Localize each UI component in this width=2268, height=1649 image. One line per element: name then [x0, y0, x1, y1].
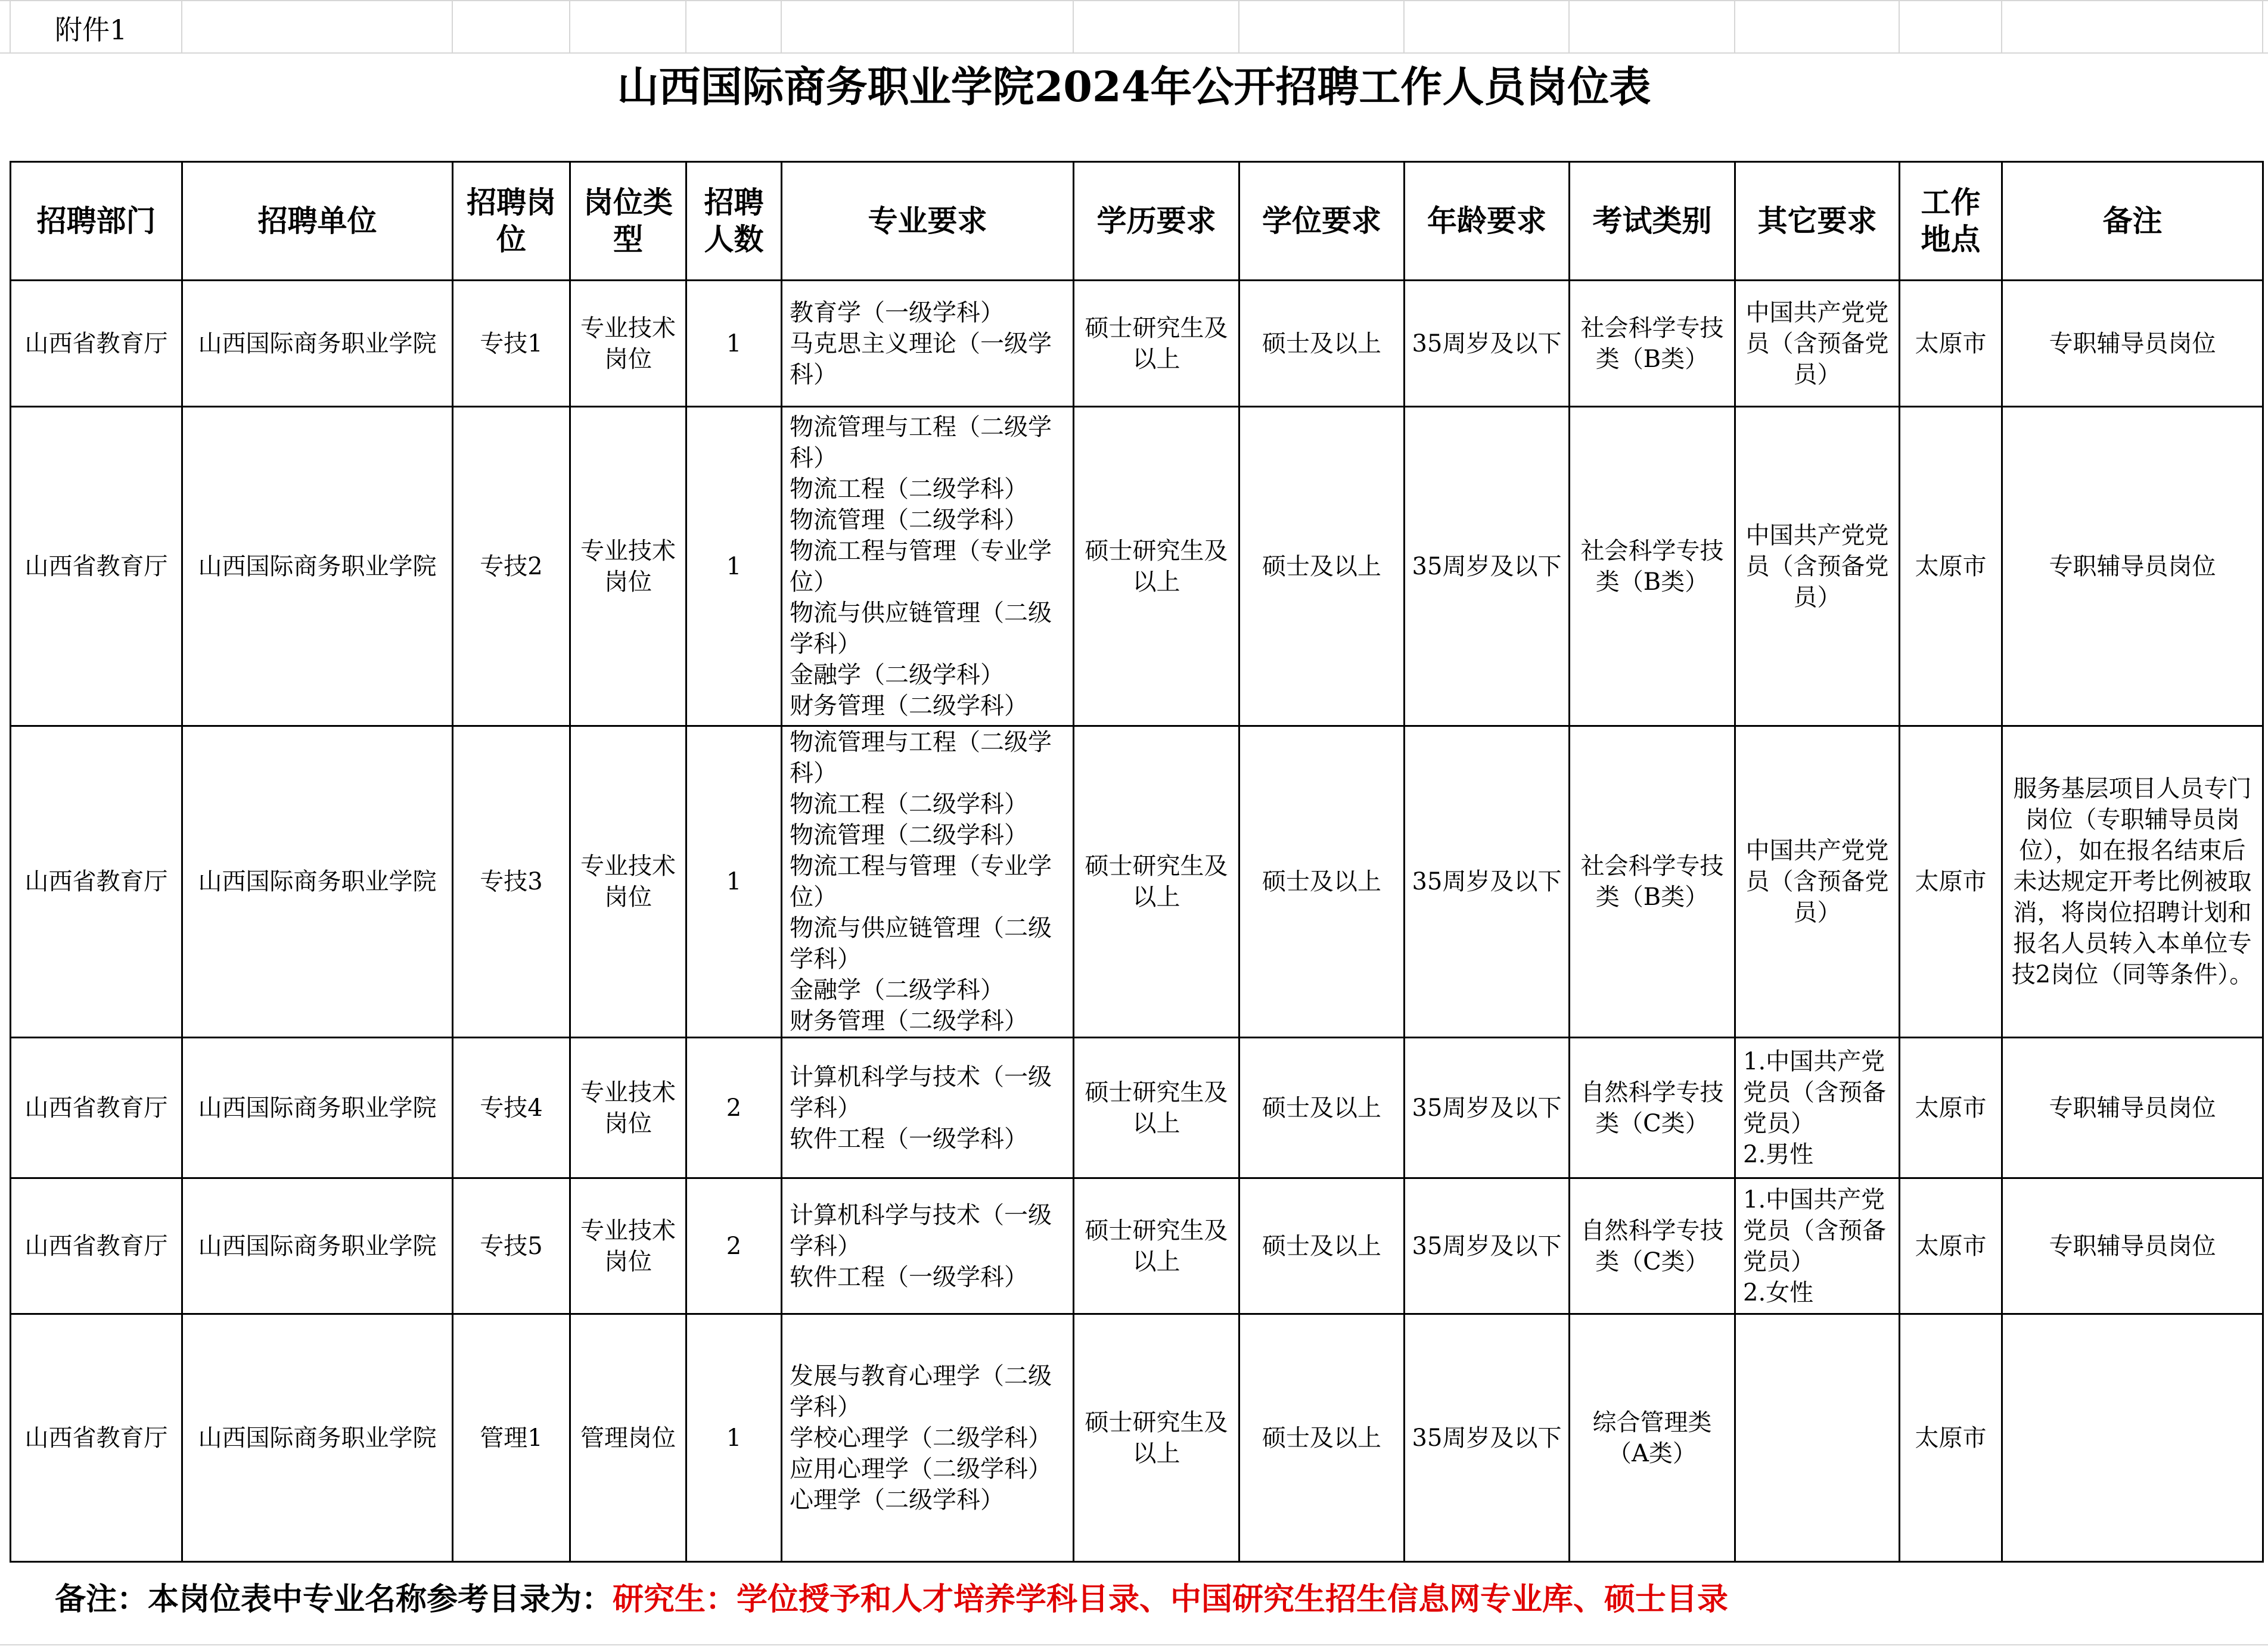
cell-count: 1: [686, 407, 782, 726]
cell-dept: 山西省教育厅: [11, 281, 182, 407]
cell-type: 专业技术岗位: [570, 726, 686, 1038]
cell-education: 硕士研究生及以上: [1074, 1178, 1239, 1314]
gridline: [452, 0, 453, 54]
header-post: 招聘岗位: [453, 162, 570, 281]
cell-unit: 山西国际商务职业学院: [182, 726, 453, 1038]
cell-degree: 硕士及以上: [1239, 1038, 1405, 1178]
cell-type: 专业技术岗位: [570, 407, 686, 726]
cell-major-line: 马克思主义理论（一级学科）: [790, 329, 1052, 388]
cell-other-line: 2.男性: [1743, 1140, 1814, 1168]
cell-degree: 硕士及以上: [1239, 281, 1405, 407]
cell-other: [1735, 726, 1900, 1038]
cell-exam: 社会科学专技类（B类）: [1570, 726, 1735, 1038]
cell-exam: 自然科学专技类（C类）: [1570, 1038, 1735, 1178]
header-dept: 招聘部门: [11, 162, 182, 281]
cell-major: [782, 1314, 1074, 1562]
cell-note: 专职辅导员岗位: [2002, 1038, 2263, 1178]
cell-type: 专业技术岗位: [570, 281, 686, 407]
cell-unit: 山西国际商务职业学院: [182, 407, 453, 726]
cell-major-line: 教育学（一级学科）: [790, 298, 1004, 326]
cell-type: 管理岗位: [570, 1314, 686, 1562]
table-body: [11, 281, 2263, 1562]
cell-education: 硕士研究生及以上: [1074, 1038, 1239, 1178]
gridline: [1403, 0, 1405, 54]
cell-post: 专技3: [453, 726, 570, 1038]
cell-exam: 自然科学专技类（C类）: [1570, 1178, 1735, 1314]
cell-major-line: 财务管理（二级学科）: [790, 692, 1028, 720]
cell-count: 2: [686, 1178, 782, 1314]
cell-dept: 山西省教育厅: [11, 1038, 182, 1178]
cell-major-line: 物流工程与管理（专业学位）: [790, 537, 1052, 596]
cell-dept: 山西省教育厅: [11, 1314, 182, 1562]
cell-education: 硕士研究生及以上: [1074, 281, 1239, 407]
footnote-prefix: 备注：本岗位表中专业名称参考目录为：: [55, 1581, 613, 1617]
cell-major-line: 心理学（二级学科）: [790, 1486, 1004, 1514]
cell-location: 太原市: [1900, 1178, 2002, 1314]
table-row: [11, 1038, 2263, 1178]
header-degree: 学位要求: [1239, 162, 1405, 281]
cell-type: 专业技术岗位: [570, 1178, 686, 1314]
gridline: [1568, 0, 1570, 54]
header-exam: 考试类别: [1570, 162, 1735, 281]
gridline: [1073, 0, 1074, 54]
gridline: [1734, 0, 1735, 54]
gridline: [569, 0, 570, 54]
cell-other: [1735, 1178, 1900, 1314]
table-row: [11, 1178, 2263, 1314]
table-row: [11, 407, 2263, 726]
cell-note: [2002, 1314, 2263, 1562]
table-row: [11, 726, 2263, 1038]
header-other: 其它要求: [1735, 162, 1900, 281]
cell-note: 服务基层项目人员专门岗位（专职辅导员岗位），如在报名结束后未达规定开考比例被取消，将岗位招聘计划和报名人员转入本单位专技2岗位（同等条件）。: [2002, 726, 2263, 1038]
cell-major: [782, 407, 1074, 726]
cell-post: 专技1: [453, 281, 570, 407]
gridline: [0, 1644, 2268, 1645]
cell-other-line: 1.中国共产党党员（含预备党员）: [1743, 1047, 1886, 1137]
cell-major-line: 物流管理与工程（二级学科）: [790, 413, 1052, 472]
cell-post: 管理1: [453, 1314, 570, 1562]
cell-count: 1: [686, 726, 782, 1038]
cell-exam: 社会科学专技类（B类）: [1570, 281, 1735, 407]
table-row: [11, 1314, 2263, 1562]
cell-note: 专职辅导员岗位: [2002, 407, 2263, 726]
page-title: 山西国际商务职业学院2024年公开招聘工作人员岗位表: [617, 62, 1651, 111]
cell-major-line: 应用心理学（二级学科）: [790, 1455, 1052, 1483]
recruitment-table: [10, 161, 2264, 1563]
cell-education: 硕士研究生及以上: [1074, 1314, 1239, 1562]
gridline: [181, 0, 182, 54]
cell-location: 太原市: [1900, 407, 2002, 726]
header-age: 年龄要求: [1405, 162, 1570, 281]
cell-other: [1735, 1038, 1900, 1178]
gridline: [0, 0, 2268, 1]
header-location: 工作地点: [1900, 162, 2002, 281]
cell-age: 35周岁及以下: [1405, 1314, 1570, 1562]
gridline: [10, 0, 11, 54]
cell-major-line: 计算机科学与技术（一级学科）: [790, 1201, 1052, 1260]
cell-location: 太原市: [1900, 1314, 2002, 1562]
cell-education: 硕士研究生及以上: [1074, 407, 1239, 726]
gridline: [685, 0, 686, 54]
footnote-highlight: 研究生：学位授予和人才培养学科目录、中国研究生招生信息网专业库、硕士目录: [613, 1581, 1729, 1617]
cell-unit: 山西国际商务职业学院: [182, 1178, 453, 1314]
cell-degree: 硕士及以上: [1239, 726, 1405, 1038]
cell-other: [1735, 407, 1900, 726]
cell-age: 35周岁及以下: [1405, 726, 1570, 1038]
cell-count: 1: [686, 1314, 782, 1562]
cell-post: 专技2: [453, 407, 570, 726]
cell-age: 35周岁及以下: [1405, 1178, 1570, 1314]
cell-age: 35周岁及以下: [1405, 1038, 1570, 1178]
cell-major-line: 发展与教育心理学（二级学科）: [790, 1362, 1052, 1421]
header-unit: 招聘单位: [182, 162, 453, 281]
cell-degree: 硕士及以上: [1239, 407, 1405, 726]
cell-post: 专技4: [453, 1038, 570, 1178]
attachment-label: 附件1: [55, 14, 128, 46]
cell-count: 2: [686, 1038, 782, 1178]
cell-age: 35周岁及以下: [1405, 407, 1570, 726]
cell-note: 专职辅导员岗位: [2002, 281, 2263, 407]
cell-degree: 硕士及以上: [1239, 1314, 1405, 1562]
cell-major-line: 物流管理（二级学科）: [790, 506, 1028, 534]
header-major: 专业要求: [782, 162, 1074, 281]
gridline: [0, 52, 2268, 54]
cell-other: [1735, 1314, 1900, 1562]
cell-major-line: 物流工程与管理（专业学位）: [790, 852, 1052, 911]
cell-major-line: 金融学（二级学科）: [790, 976, 1004, 1004]
cell-dept: 山西省教育厅: [11, 1178, 182, 1314]
cell-unit: 山西国际商务职业学院: [182, 281, 453, 407]
cell-major-line: 计算机科学与技术（一级学科）: [790, 1063, 1052, 1122]
cell-exam: 综合管理类（A类）: [1570, 1314, 1735, 1562]
cell-major-line: 软件工程（一级学科）: [790, 1263, 1028, 1291]
cell-type: 专业技术岗位: [570, 1038, 686, 1178]
cell-other-line: 中国共产党党员（含预备党员）: [1745, 298, 1889, 388]
cell-major-line: 物流与供应链管理（二级学科）: [790, 599, 1052, 658]
footnote: [55, 1579, 1728, 1620]
cell-exam: 社会科学专技类（B类）: [1570, 407, 1735, 726]
cell-major-line: 物流管理与工程（二级学科）: [790, 729, 1052, 787]
cell-location: 太原市: [1900, 1038, 2002, 1178]
cell-post: 专技5: [453, 1178, 570, 1314]
header-count: 招聘人数: [686, 162, 782, 281]
cell-major-line: 金融学（二级学科）: [790, 661, 1004, 689]
cell-major-line: 物流工程（二级学科）: [790, 475, 1028, 503]
cell-other-line: 2.女性: [1743, 1278, 1814, 1306]
cell-location: 太原市: [1900, 726, 2002, 1038]
cell-major-line: 物流管理（二级学科）: [790, 822, 1028, 849]
cell-major-line: 软件工程（一级学科）: [790, 1125, 1028, 1153]
cell-location: 太原市: [1900, 281, 2002, 407]
cell-education: 硕士研究生及以上: [1074, 726, 1239, 1038]
gridline: [781, 0, 782, 54]
gridline: [1238, 0, 1239, 54]
cell-major-line: 物流与供应链管理（二级学科）: [790, 914, 1052, 973]
cell-major-line: 财务管理（二级学科）: [790, 1007, 1028, 1035]
cell-unit: 山西国际商务职业学院: [182, 1038, 453, 1178]
gridline: [1899, 0, 1900, 54]
cell-dept: 山西省教育厅: [11, 726, 182, 1038]
cell-dept: 山西省教育厅: [11, 407, 182, 726]
table-header-row: [11, 162, 2263, 281]
cell-count: 1: [686, 281, 782, 407]
cell-major: [782, 726, 1074, 1038]
cell-major: [782, 1178, 1074, 1314]
header-type: 岗位类型: [570, 162, 686, 281]
header-education: 学历要求: [1074, 162, 1239, 281]
gridline: [2001, 0, 2002, 54]
cell-unit: 山西国际商务职业学院: [182, 1314, 453, 1562]
cell-other: [1735, 281, 1900, 407]
cell-note: 专职辅导员岗位: [2002, 1178, 2263, 1314]
gridline: [2262, 0, 2263, 54]
cell-other-line: 中国共产党党员（含预备党员）: [1745, 521, 1889, 611]
header-note: 备注: [2002, 162, 2263, 281]
table-row: [11, 281, 2263, 407]
cell-age: 35周岁及以下: [1405, 281, 1570, 407]
cell-major: [782, 281, 1074, 407]
cell-degree: 硕士及以上: [1239, 1178, 1405, 1314]
cell-other-line: 中国共产党党员（含预备党员）: [1745, 837, 1889, 926]
cell-major-line: 学校心理学（二级学科）: [790, 1424, 1052, 1452]
cell-major: [782, 1038, 1074, 1178]
cell-other-line: 1.中国共产党党员（含预备党员）: [1743, 1186, 1886, 1275]
cell-major-line: 物流工程（二级学科）: [790, 791, 1028, 818]
